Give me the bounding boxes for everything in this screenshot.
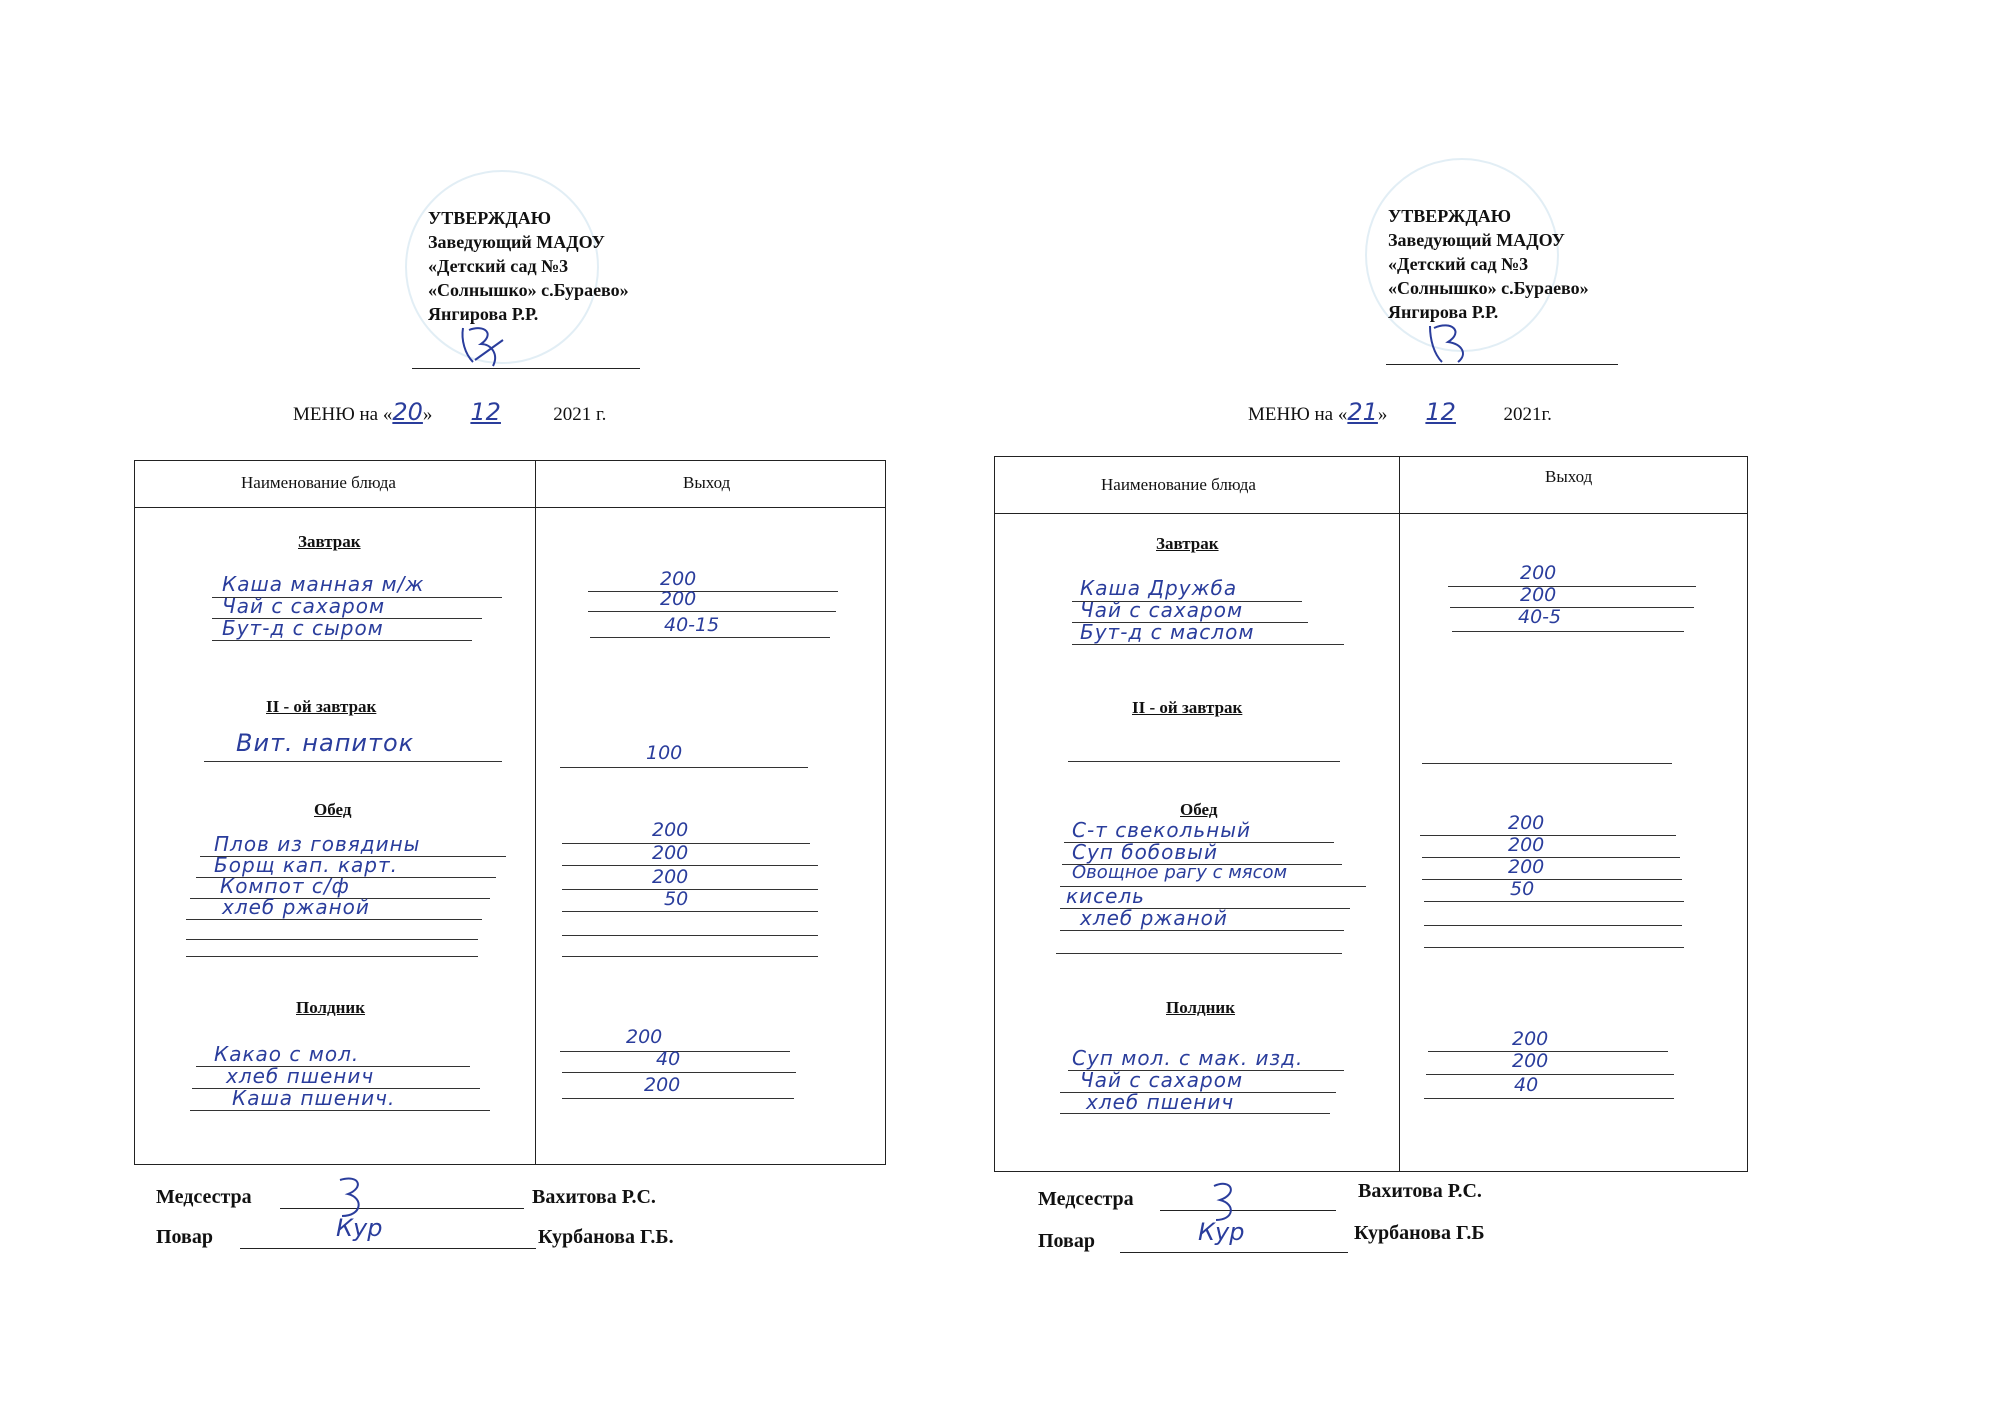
- dish-name: хлеб ржаной: [222, 895, 370, 919]
- column-divider: [535, 461, 536, 1164]
- dish-name: хлеб пшенич: [226, 1064, 375, 1088]
- approval-line: УТВЕРЖДАЮ: [428, 208, 552, 228]
- dish-output: 200: [1512, 1028, 1549, 1050]
- dish-output: 200: [1508, 812, 1545, 834]
- menu-year: 2021г.: [1503, 404, 1552, 425]
- dish-output: 200: [660, 568, 697, 590]
- cook-name: Курбанова Г.Б: [1354, 1222, 1485, 1244]
- dish-line: [186, 955, 478, 957]
- dish-name: Какао с мол.: [214, 1042, 360, 1066]
- dish-output: 200: [1508, 856, 1545, 878]
- dish-name: хлеб пшенич: [1086, 1090, 1235, 1114]
- dish-name: Плов из говядины: [214, 832, 421, 856]
- dish-output: 200: [644, 1074, 681, 1096]
- output-line: [588, 610, 836, 612]
- output-line: [1424, 946, 1684, 948]
- menu-month: 12: [470, 398, 501, 426]
- approval-line: «Солнышко» с.Бураево»: [428, 280, 629, 300]
- approval-block: [1388, 204, 1589, 324]
- director-signature: [455, 320, 515, 370]
- output-line: [1422, 878, 1682, 880]
- section-second-breakfast: II - ой завтрак: [266, 697, 377, 716]
- output-line: [562, 1071, 796, 1073]
- dish-name: кисель: [1066, 884, 1145, 908]
- output-line: [562, 955, 818, 957]
- dish-output: 200: [652, 819, 689, 841]
- dish-name: Каша манная м/ж: [222, 572, 425, 596]
- dish-name: Суп бобовый: [1072, 840, 1218, 864]
- menu-day: 20: [392, 398, 423, 426]
- output-line: [562, 864, 818, 866]
- dish-line: [1068, 760, 1340, 762]
- cook-sign-line: [240, 1248, 536, 1249]
- menu-prefix: МЕНЮ на «: [293, 404, 393, 425]
- approval-line: Янгирова Р.Р.: [1388, 302, 1499, 322]
- dish-line: [186, 918, 482, 920]
- cook-sign-line: [1120, 1252, 1348, 1253]
- dish-output: 50: [1510, 878, 1535, 900]
- approval-line: Заведующий МАДОУ: [1388, 230, 1565, 250]
- nurse-sign-line: [1160, 1210, 1336, 1211]
- col-header-dish: Наименование блюда: [1101, 475, 1256, 494]
- dish-output: 200: [1508, 834, 1545, 856]
- approval-line: Янгирова Р.Р.: [428, 304, 539, 324]
- approval-line: «Детский сад №3: [1388, 254, 1529, 274]
- output-line: [1424, 900, 1684, 902]
- cook-name: Курбанова Г.Б.: [538, 1226, 674, 1248]
- dish-output: 50: [664, 888, 689, 910]
- dish-output: 200: [1512, 1050, 1549, 1072]
- output-line: [588, 590, 838, 592]
- dish-output: 200: [660, 588, 697, 610]
- output-line: [1426, 1073, 1674, 1075]
- dish-line: [212, 639, 472, 641]
- dish-output: 40: [656, 1048, 681, 1070]
- menu-date: [1248, 398, 1552, 426]
- dish-name: Бут-д с маслом: [1080, 620, 1255, 644]
- dish-name: Овощное рагу с мясом: [1072, 862, 1288, 883]
- section-lunch: Обед: [1180, 800, 1218, 819]
- output-line: [1450, 606, 1694, 608]
- nurse-name: Вахитова Р.С.: [1358, 1180, 1482, 1202]
- dish-name: С-т свекольный: [1072, 818, 1252, 842]
- output-line: [1452, 630, 1684, 632]
- nurse-label: Медсестра: [1038, 1188, 1134, 1210]
- dish-output: 200: [1520, 562, 1557, 584]
- nurse-label: Медсестра: [156, 1186, 252, 1208]
- cook-signature: Кур: [336, 1214, 383, 1242]
- approval-block: [428, 206, 629, 326]
- dish-output: 200: [652, 842, 689, 864]
- dish-output: 200: [652, 866, 689, 888]
- output-line: [590, 636, 830, 638]
- dish-output: 40-5: [1518, 606, 1562, 628]
- dish-output: 40-15: [664, 614, 720, 636]
- section-second-breakfast: II - ой завтрак: [1132, 698, 1243, 717]
- col-header-output: Выход: [683, 473, 731, 492]
- dish-name: Каша Дружба: [1080, 576, 1238, 600]
- dish-name: Чай с сахаром: [222, 594, 386, 618]
- output-line: [560, 766, 808, 768]
- director-sign-line: [1386, 364, 1618, 365]
- dish-name: Компот с/ф: [220, 874, 350, 898]
- dish-name: Суп мол. с мак. изд.: [1072, 1046, 1304, 1070]
- output-line: [1422, 762, 1672, 764]
- approval-line: УТВЕРЖДАЮ: [1388, 206, 1512, 226]
- col-header-output: Выход: [1545, 467, 1593, 486]
- cook-signature: Кур: [1198, 1218, 1245, 1246]
- nurse-name: Вахитова Р.С.: [532, 1186, 656, 1208]
- menu-month: 12: [1425, 398, 1456, 426]
- column-divider: [1399, 457, 1400, 1171]
- dish-name: Чай с сахаром: [1080, 1068, 1244, 1092]
- dish-line: [186, 938, 478, 940]
- dish-output: 40: [1514, 1074, 1539, 1096]
- menu-date: [293, 398, 606, 426]
- output-line: [562, 910, 818, 912]
- director-sign-line: [412, 368, 640, 369]
- output-line: [1448, 585, 1696, 587]
- cook-label: Повар: [1038, 1230, 1095, 1252]
- output-line: [562, 1097, 794, 1099]
- col-header-dish: Наименование блюда: [241, 473, 396, 492]
- output-line: [562, 934, 818, 936]
- section-breakfast: Завтрак: [1156, 534, 1219, 553]
- director-signature: [1422, 318, 1482, 368]
- dish-name: Чай с сахаром: [1080, 598, 1244, 622]
- menu-day: 21: [1347, 398, 1378, 426]
- approval-line: «Детский сад №3: [428, 256, 569, 276]
- approval-line: Заведующий МАДОУ: [428, 232, 605, 252]
- dish-name: хлеб ржаной: [1080, 906, 1228, 930]
- section-snack: Полдник: [1166, 998, 1236, 1017]
- dish-output: 100: [646, 742, 683, 764]
- dish-name: Вит. напиток: [236, 729, 415, 757]
- approval-line: «Солнышко» с.Бураево»: [1388, 278, 1589, 298]
- dish-line: [1072, 643, 1344, 645]
- menu-year: 2021 г.: [553, 404, 607, 425]
- dish-line: [204, 760, 502, 762]
- dish-line: [1060, 1112, 1330, 1114]
- menu-prefix: МЕНЮ на «: [1248, 404, 1348, 425]
- dish-line: [1060, 929, 1344, 931]
- dish-line: [190, 1109, 490, 1111]
- nurse-sign-line: [280, 1208, 524, 1209]
- output-line: [1420, 834, 1676, 836]
- section-breakfast: Завтрак: [298, 532, 361, 551]
- cook-label: Повар: [156, 1226, 213, 1248]
- menu-mid: »: [422, 404, 433, 425]
- dish-output: 200: [1520, 584, 1557, 606]
- dish-name: Борщ кап. карт.: [214, 853, 399, 877]
- output-line: [1422, 856, 1680, 858]
- dish-name: Каша пшенич.: [232, 1086, 396, 1110]
- dish-line: [1056, 952, 1342, 954]
- output-line: [562, 888, 818, 890]
- output-line: [1424, 1097, 1674, 1099]
- output-line: [1424, 924, 1682, 926]
- dish-name: Бут-д с сыром: [222, 616, 384, 640]
- menu-mid: »: [1377, 404, 1388, 425]
- section-snack: Полдник: [296, 998, 366, 1017]
- dish-output: 200: [626, 1026, 663, 1048]
- section-lunch: Обед: [314, 800, 352, 819]
